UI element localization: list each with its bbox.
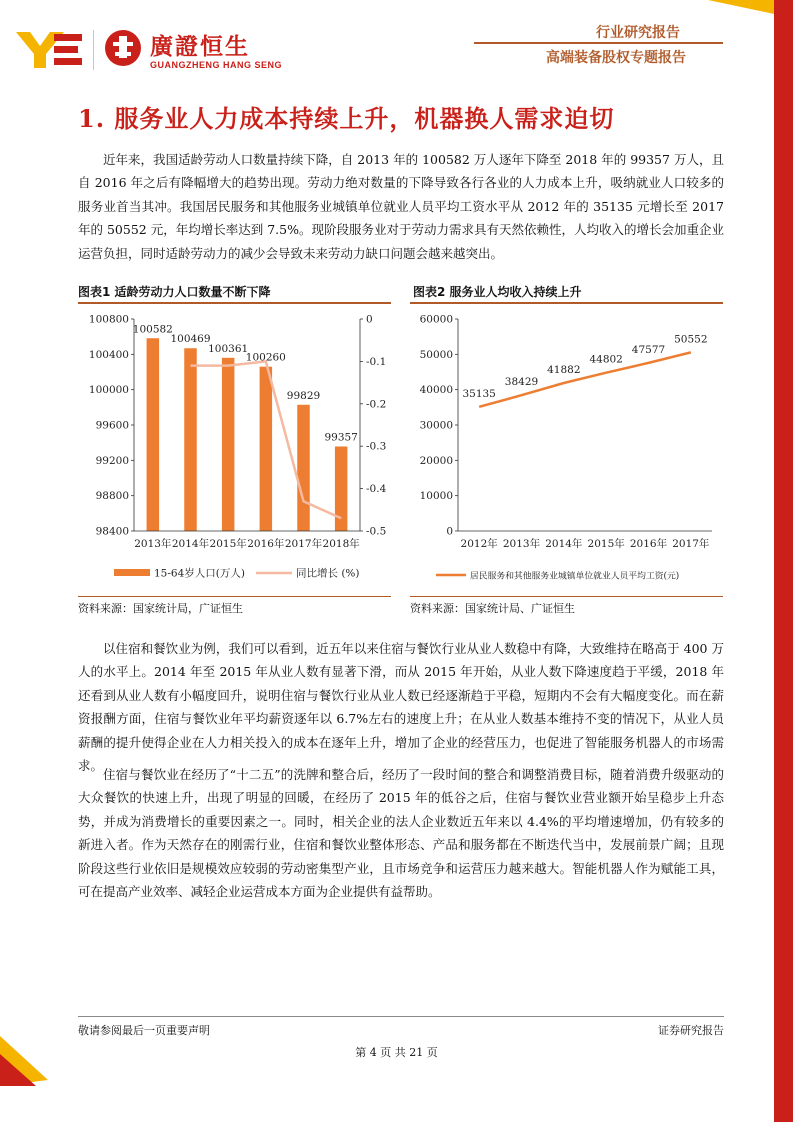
footer-divider	[78, 1016, 724, 1017]
footer-disclaimer: 敬请参阅最后一页重要声明	[78, 1024, 210, 1037]
x-tick-label: 2012年	[460, 538, 498, 550]
x-tick-label: 2013年	[134, 538, 172, 550]
x-tick-label: 2014年	[171, 538, 210, 550]
y-tick-label-left: 99600	[95, 419, 129, 432]
x-tick-label: 2018年	[322, 538, 360, 550]
right-accent-bar	[774, 0, 793, 1122]
figure-1-title: 图表1 适龄劳动力人口数量不断下降	[78, 285, 271, 299]
header-divider	[474, 42, 723, 44]
line-data-label: 38429	[504, 376, 539, 389]
bar-population	[335, 446, 348, 531]
y-tick-label: 10000	[419, 490, 453, 503]
footer-report-type: 证券研究报告	[658, 1024, 724, 1037]
y-tick-label-left: 100400	[88, 348, 129, 361]
y-tick-label-right: -0.4	[366, 483, 387, 496]
figure-2-source: 资料来源：国家统计局、广证恒生	[410, 602, 575, 615]
figure-2-bottom-rule	[410, 596, 723, 597]
bar-data-label: 100361	[208, 342, 249, 355]
x-tick-label: 2017年	[284, 538, 323, 550]
x-tick-label: 2014年	[545, 538, 583, 550]
y-tick-label-left: 100800	[88, 313, 129, 326]
bar-population	[184, 348, 197, 531]
figure-1-bottom-rule	[78, 596, 391, 597]
y-tick-label-left: 100000	[88, 384, 129, 397]
bar-data-label: 100260	[245, 351, 286, 364]
y-tick-label-right: -0.5	[366, 525, 387, 538]
x-tick-label: 2017年	[672, 538, 710, 550]
y-tick-label-right: 0	[366, 313, 373, 326]
y-tick-label: 60000	[419, 313, 453, 326]
figure-2-top-rule	[410, 302, 723, 304]
y-tick-label-left: 99200	[95, 454, 129, 467]
x-tick-label: 2015年	[587, 538, 625, 550]
brand-name-en: GUANGZHENG HANG SENG	[150, 60, 283, 70]
y-tick-label: 30000	[419, 419, 453, 432]
line-data-label: 50552	[674, 333, 708, 346]
chart-service-income	[410, 305, 723, 595]
y-tick-label-right: -0.1	[366, 355, 387, 368]
line-data-label: 35135	[462, 387, 496, 400]
line-data-label: 47577	[631, 343, 666, 356]
bar-data-label: 99357	[324, 431, 358, 444]
paragraph-2: 以住宿和餐饮业为例，我们可以看到，近五年以来住宿与餐饮行业从业人数稳中有降，大致维持在略高于 400 万人的水平上。2014 年至 2015 年从业人数有显著下滑，而从 2015 年开始，从业人数下降速度趋于平缓，2018 年还看到从业人数有小幅度回升，说明住宿与餐饮行业从业人数已经逐渐趋于平稳，短期内不会有大幅度变化。而在薪资报酬方面，住宿与餐饮业年平均薪资逐年以 6.7%左右的速度上升；在从业人数基本维持不变的情况下，从业人员薪酬的提升使得企业在人力相关投入的成本在逐年上升，增加了企业的经营压力，也促进了智能服务机器人的市场需求。	[78, 641, 724, 774]
legend-label-income: 居民服务和其他服务业城镇单位就业人员平均工资(元)	[470, 571, 680, 582]
y-tick-label: 50000	[419, 348, 453, 361]
legend-swatch-population	[114, 569, 150, 576]
y-tick-label: 0	[446, 525, 453, 538]
figure-1-top-rule	[78, 302, 391, 304]
brand-logo-mark	[14, 28, 86, 70]
bar-data-label: 100582	[132, 323, 173, 336]
bar-data-label: 99829	[286, 389, 321, 402]
x-tick-label: 2016年	[629, 538, 668, 550]
bar-population	[260, 367, 273, 531]
logo-divider	[93, 30, 94, 70]
brand-name: 廣證恒生	[150, 34, 250, 60]
report-category: 行业研究报告	[596, 25, 680, 41]
bar-data-label: 100469	[170, 333, 211, 346]
bar-population	[222, 358, 235, 531]
line-data-label: 44802	[589, 353, 623, 366]
figure-1-source: 资料来源：国家统计局，广证恒生	[78, 602, 243, 615]
figure-2-title: 图表2 服务业人均收入持续上升	[413, 285, 582, 299]
y-tick-label-left: 98800	[95, 490, 129, 503]
y-tick-label: 40000	[419, 384, 453, 397]
x-tick-label: 2016年	[247, 538, 285, 550]
x-tick-label: 2015年	[209, 538, 247, 550]
report-title: 高端装备股权专题报告	[546, 50, 686, 66]
bar-population	[297, 405, 310, 531]
legend-label-population: 15-64岁人口(万人)	[154, 567, 245, 580]
section-title: 1. 服务业人力成本持续上升，机器换人需求迫切	[78, 104, 615, 133]
x-tick-label: 2013年	[502, 538, 541, 550]
paragraph-3: 住宿与餐饮业在经历了“十二五”的洗牌和整合后，经历了一段时间的整合和调整消费目标，随着消费升级驱动的大众餐饮的快速上升，出现了明显的回暖，在经历了 2015 年的低谷之后，住宿与餐饮业营业额开始呈稳步上升态势，并成为消费增长的重要因素之一。同时，相关企业的法人企业数近五年来以 4.4%的平均增速增加，仍有较多的新进入者。作为天然存在的刚需行业，住宿和餐饮业整体形态、产品和服务都在不断迭代当中，发展前景广阔；且现阶段这些行业依旧是规模效应较弱的劳动密集型产业，且市场竞争和运营压力越来越大。智能机器人作为赋能工具，可在提高产业效率、减轻企业运营成本方面为企业提供有益帮助。	[78, 767, 724, 900]
y-tick-label-right: -0.3	[366, 440, 387, 453]
y-tick-label: 20000	[419, 454, 453, 467]
page-number: 第 4 页 共 21 页	[355, 1046, 438, 1059]
bar-population	[147, 338, 160, 531]
line-data-label: 41882	[547, 364, 581, 377]
chart-labor-population	[78, 305, 391, 595]
y-tick-label-right: -0.2	[366, 398, 387, 411]
legend-label-growth: 同比增长 (%)	[296, 567, 360, 580]
y-tick-label-left: 98400	[95, 525, 129, 538]
brand-seal-icon	[103, 28, 143, 68]
paragraph-1: 近年来，我国适龄劳动人口数量持续下降，自 2013 年的 100582 万人逐年下降至 2018 年的 99357 万人，且自 2016 年之后有降幅增大的趋势出现。劳动力绝对数量的下降导致各行各业的人力成本上升，吸纳就业人口较多的服务业首当其冲。我国居民服务和其他服务业城镇单位就业人员平均工资水平从 2012 年的 35135 元增长至 2017 年的 50552 元，年均增长率达到 7.5%。现阶段服务业对于劳动力需求具有天然依赖性，人均收入的增长会加重企业运营负担，同时适龄劳动力的减少会导致未来劳动力缺口问题会越来越突出。	[78, 152, 724, 261]
